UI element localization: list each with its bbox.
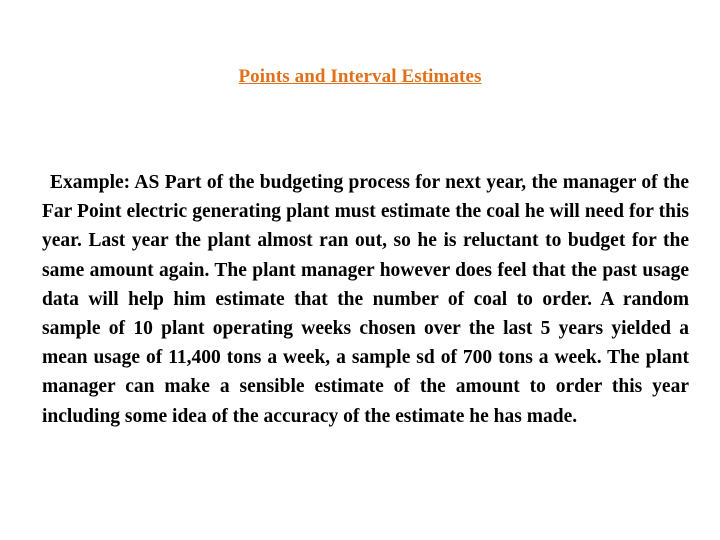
slide-title: Points and Interval Estimates [238, 66, 482, 87]
example-paragraph: Example: AS Part of the budgeting process for next year, the manager of the Far Point electric generating plant must estimate the coal he will need for this year. Last year the plant almost ran out, so he is reluctant to budget for the same amount again. The plant manager however does feel that the past usage data will help him estimate that the number of coal to order. A random sample of 10 plant operating weeks chosen over the last 5 years yielded a mean usage of 11,400 tons a week, a sample sd of 700 tons a week. The plant manager can make a sensible estimate of the amount to order this year including some idea of the accuracy of the estimate he has made. [42, 172, 689, 427]
